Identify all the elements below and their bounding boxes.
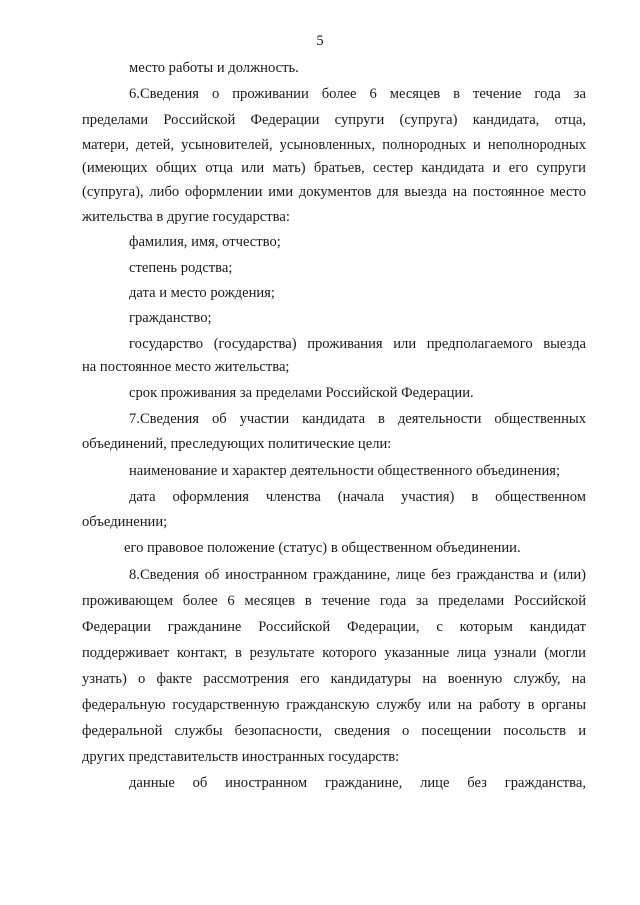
section-8-heading: 8.Сведения об иностранном гражданине, лице без гражданства и (или) — [129, 567, 586, 583]
list-item: дата и место рождения; — [129, 285, 275, 301]
list-item: его правовое положение (статус) в общественном объединении. — [124, 540, 521, 556]
text-line: жительства в другие государства: — [82, 209, 290, 225]
text-line: объединении; — [82, 514, 168, 530]
list-item: данные об иностранном гражданине, лице без гражданства, — [129, 775, 586, 791]
text-line: матери, детей, усыновителей, усыновленных, полнородных и неполнородных — [82, 137, 586, 153]
text-line: пределами Российской Федерации супруги (супруга) кандидата, отца, — [82, 112, 586, 128]
list-item: государство (государства) проживания или предполагаемого выезда — [129, 336, 586, 352]
section-7-heading: 7.Сведения об участии кандидата в деятельности общественных — [129, 411, 586, 427]
list-item: срок проживания за пределами Российской Федерации. — [129, 385, 474, 401]
text-line: других представительств иностранных государств: — [82, 749, 400, 765]
list-item: дата оформления членства (начала участия) в общественном — [129, 489, 586, 505]
text-line: место работы и должность. — [129, 60, 299, 76]
text-line: поддерживает контакт, в результате которого указанные лица узнали (могли — [82, 645, 586, 661]
text-line: проживающем более 6 месяцев в течение года за пределами Российской — [82, 593, 586, 609]
text-line: федеральной службы безопасности, сведения о посещении посольств и — [82, 723, 586, 739]
text-line: Федерации гражданине Российской Федерации, с которым кандидат — [82, 619, 586, 635]
text-line: (супруга), либо оформлении ими документов для выезда на постоянное место — [82, 184, 586, 200]
list-item: наименование и характер деятельности общественного объединения; — [129, 463, 561, 479]
list-item: гражданство; — [129, 310, 212, 326]
text-line: на постоянное место жительства; — [82, 359, 290, 375]
text-line: объединений, преследующих политические цели: — [82, 436, 392, 452]
section-6-heading: 6.Сведения о проживании более 6 месяцев в течение года за — [129, 86, 586, 102]
text-line: узнать) о факте рассмотрения его кандидатуры на военную службу, на — [82, 671, 586, 687]
text-line: (имеющих общих отца или мать) братьев, сестер кандидата и его супруги — [82, 160, 586, 176]
text-line: федеральную государственную гражданскую службу или на работу в органы — [82, 697, 586, 713]
page-number: 5 — [316, 33, 324, 49]
list-item: степень родства; — [129, 260, 233, 276]
list-item: фамилия, имя, отчество; — [129, 234, 281, 250]
